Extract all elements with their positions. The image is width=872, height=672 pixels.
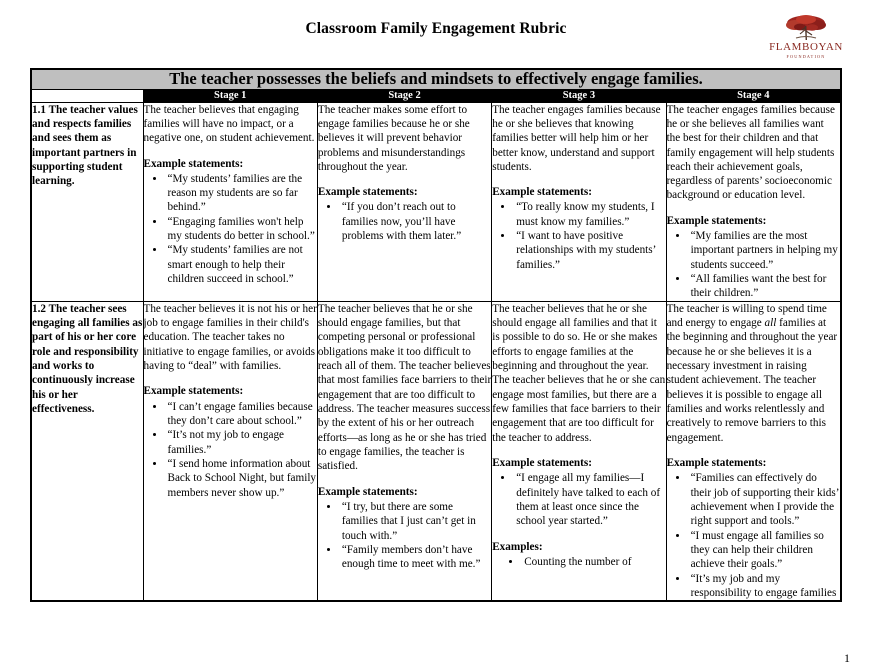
- list-item: • “My families are the most important partners in helping my students succeed.”: [689, 229, 840, 272]
- example-statements-label: Example statements:: [317, 485, 418, 498]
- list-item: • “It’s not my job to engage families.”: [166, 428, 317, 457]
- list-item: • “I can’t engage families because they don’t care about school.”: [166, 400, 317, 429]
- cell-1-2-stage-1: [143, 301, 317, 601]
- list-item: • “My students’ families are not smart enough to help their children succeed in school.”: [166, 243, 317, 286]
- example-statements-label: Example statements:: [492, 457, 592, 470]
- list-item: • “Family members don’t have enough time to meet with me.”: [340, 543, 491, 572]
- cell-1-1-stage-4: [666, 102, 840, 301]
- example-statements-label: Example statements:: [143, 385, 244, 398]
- criterion-label-1-1: 1.1 The teacher values and respects families and sees them as important partners in supporting student learning.: [32, 102, 144, 301]
- example-statements-label: Example statements:: [666, 214, 767, 227]
- cell-paragraph: The teacher engages families because he or she believes that knowing families better will help him or her better know, understand and support students.: [492, 103, 661, 173]
- list-item: • “I send home information about Back to School Night, but family members never show up.”: [166, 457, 317, 500]
- examples-label: Examples:: [492, 540, 543, 553]
- cell-paragraph: The teacher believes that he or she should engage families, but that competing personal or professional obligations make it too difficult to reach all of them. The teacher believes that most families face barriers to their engagement that are too difficult to address. The teacher measures success by the extent of his or her outreach efforts—as long as he or she has tried to engage families, the teacher is satisfied.: [317, 302, 492, 473]
- list-item: • “If you don’t reach out to families now, you’ll have problems with them later.”: [340, 200, 491, 243]
- example-statements-list: [667, 471, 840, 600]
- cell-1-1-stage-1: [143, 102, 317, 301]
- cell-paragraph-emphasis: all: [764, 317, 777, 330]
- list-item: • “I must engage all families so they can help their children achieve their goals.”: [689, 529, 840, 572]
- example-statements-label: Example statements:: [143, 157, 244, 170]
- example-statements-label: Example statements:: [492, 186, 592, 199]
- list-item: • “It’s my job and my responsibility to engage families: [689, 572, 840, 601]
- list-item: • Counting the number of: [522, 555, 665, 569]
- example-statements-list: [318, 200, 491, 243]
- cell-paragraph-pre: The teacher is willing to spend time and energy to engage: [666, 302, 827, 330]
- cell-paragraph: The teacher engages families because he or she believes all families want the best for their children and that family engagement will help students reach their achievement goals, regardless of parents’ socioeconomic background or education level.: [666, 103, 835, 202]
- list-item: • “All families want the best for their children.”: [689, 272, 840, 301]
- logo-wordmark: FLAMBOYAN: [769, 41, 843, 53]
- list-item: • “My students’ families are the reason my students are so far behind.”: [166, 172, 317, 215]
- column-header-stage-3: Stage 3: [492, 89, 666, 102]
- logo-subtitle: FOUNDATION: [786, 53, 826, 59]
- example-statements-list: [318, 500, 491, 572]
- cell-1-2-stage-4: [666, 301, 840, 601]
- cell-paragraph-post: families at the beginning and throughout the year because he or she believes it is a necessary investment in raising student achievement. The teacher believes it is possible to engage all families and works relentlessly and creatively to remove barriers to this engagement.: [666, 317, 838, 444]
- list-item: • “I try, but there are some families that I just can’t get in touch with.”: [340, 500, 491, 543]
- rubric-table-container: [30, 68, 842, 602]
- column-header-stage-1: Stage 1: [143, 89, 317, 102]
- tree-icon: [784, 14, 828, 41]
- cell-1-2-stage-3: [492, 301, 666, 601]
- cell-1-2-stage-2: [317, 301, 491, 601]
- rubric-banner: The teacher possesses the beliefs and mindsets to effectively engage families.: [32, 70, 841, 90]
- list-item: • “Engaging families won't help my students do better in school.”: [166, 215, 317, 244]
- table-row: [32, 301, 841, 601]
- list-item: • “I engage all my families—I definitely have talked to each of them at least once since the school year started.”: [514, 471, 665, 528]
- cell-paragraph: [667, 302, 840, 445]
- example-statements-list: [492, 200, 665, 272]
- page-number: 1: [844, 651, 850, 665]
- example-statements-list: [667, 229, 840, 301]
- column-header-stage-2: Stage 2: [317, 89, 491, 102]
- example-statements-label: Example statements:: [666, 457, 767, 470]
- column-header-blank: [32, 89, 144, 102]
- page-header: [0, 0, 872, 68]
- cell-1-1-stage-2: [317, 102, 491, 301]
- flamboyan-foundation-logo: [758, 14, 854, 66]
- column-header-stage-4: Stage 4: [666, 89, 840, 102]
- rubric-header-row: [32, 89, 841, 102]
- cell-paragraph: The teacher believes it is not his or her job to engage families in their child's education. The teacher takes no initiative to engage families, or avoids having to “deal” with families.: [143, 302, 317, 373]
- page-title: Classroom Family Engagement Rubric: [305, 20, 567, 37]
- example-statements-list: [492, 471, 665, 528]
- list-item: • “Families can effectively do their job of supporting their kids’ achievement when I provide the right support and tools.”: [689, 471, 840, 528]
- example-statements-list: [144, 400, 317, 500]
- cell-1-1-stage-3: [492, 102, 666, 301]
- rubric-table: [31, 69, 841, 601]
- list-item: • “I want to have positive relationships with my students’ families.”: [514, 229, 665, 272]
- example-statements-label: Example statements:: [317, 186, 418, 199]
- cell-paragraph: The teacher believes that he or she should engage all families and that it is possible to do so. He or she makes efforts to engage families at the beginning and throughout the year. The teacher believes that he or she can engage most families, but there are a few families that face barriers to their engagement that are too difficult for the teacher to address.: [492, 302, 666, 444]
- cell-paragraph: The teacher believes that engaging families will have no impact, or a negative one, on student achievement.: [143, 103, 315, 145]
- criterion-label-1-2: 1.2 The teacher sees engaging all families as part of his or her core role and responsibility and works to continuously increase his or her effectiveness.: [32, 301, 144, 601]
- examples-list: [492, 555, 665, 569]
- rubric-banner-row: [32, 70, 841, 90]
- example-statements-list: [144, 172, 317, 287]
- table-row: [32, 102, 841, 301]
- list-item: • “To really know my students, I must know my families.”: [514, 200, 665, 229]
- cell-paragraph: The teacher makes some effort to engage families because he or she believes it will prevent behavior problems and misunderstandings throughout the year.: [317, 103, 470, 173]
